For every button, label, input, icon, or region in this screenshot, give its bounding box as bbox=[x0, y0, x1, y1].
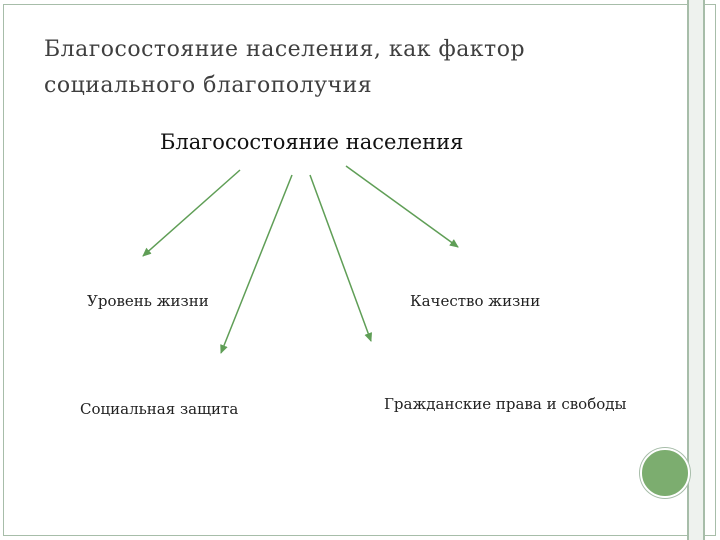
arrow-to-social-protection bbox=[221, 175, 292, 353]
title-line-1: Благосостояние населения, как фактор bbox=[44, 37, 526, 62]
node-level-of-life: Уровень жизни bbox=[87, 292, 209, 310]
diagram-root-node: Благосостояние населения bbox=[160, 130, 464, 154]
title-line-2: социального благополучия bbox=[44, 73, 373, 98]
arrow-to-quality-of-life bbox=[346, 166, 458, 247]
arrow-to-level-of-life bbox=[143, 170, 240, 256]
node-social-protection: Социальная защита bbox=[80, 400, 239, 418]
node-quality-of-life: Качество жизни bbox=[410, 292, 541, 310]
decorative-circle bbox=[640, 448, 690, 498]
arrow-to-civil-rights bbox=[310, 175, 371, 341]
node-civil-rights: Гражданские права и свободы bbox=[384, 395, 627, 413]
